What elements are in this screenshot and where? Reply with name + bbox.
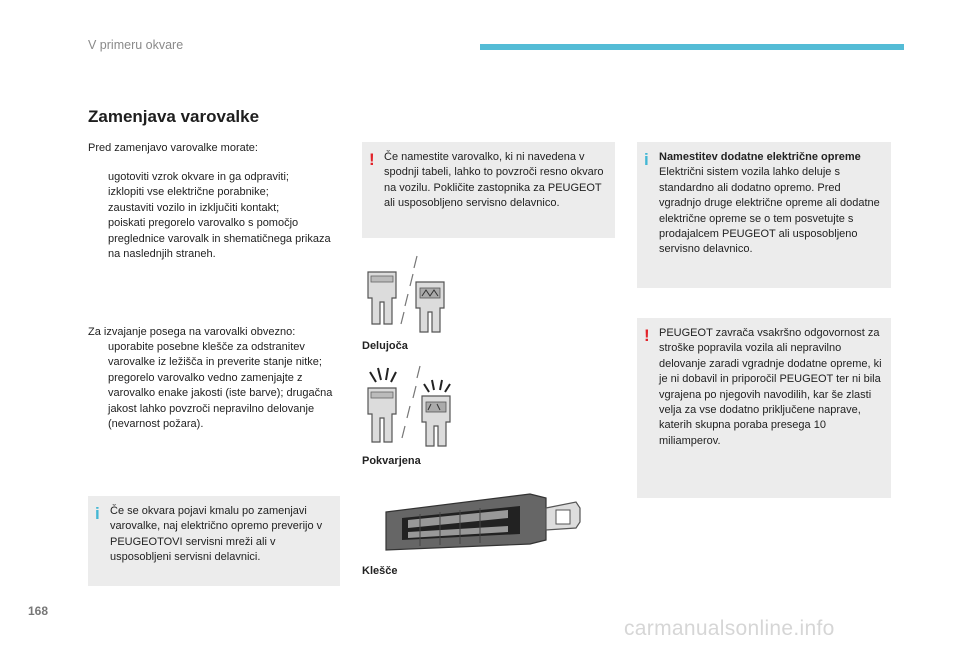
info-icon: i	[644, 150, 649, 169]
list-item: ugotoviti vzrok okvare in ga odpraviti;	[108, 171, 289, 183]
prerequisite-list	[88, 170, 340, 262]
warning-box-middle	[362, 142, 615, 238]
info-icon: i	[95, 504, 100, 523]
list-item: poiskati pregorelo varovalko s pomočjo preglednice varovalk in shematičnega prikaza na naslednjih straneh.	[108, 217, 331, 261]
mandatory-list	[88, 340, 340, 432]
caption-pliers: Klešče	[362, 565, 398, 577]
header-accent-bar	[480, 44, 904, 50]
caption-good-fuse: Delujoča	[362, 340, 408, 352]
page-number: 168	[28, 604, 49, 618]
intro-text: Pred zamenjavo varovalke morate:	[88, 142, 258, 154]
warning-icon: !	[369, 150, 375, 169]
page-title: Zamenjava varovalke	[88, 107, 260, 126]
intro2-text: Za izvajanje posega na varovalki obvezno:	[88, 326, 296, 338]
section-header: V primeru okvare	[88, 38, 184, 52]
info-box-text: Električni sistem vozila lahko deluje s standardno ali dodatno opremo. Pred vgradnjo druge električne opreme ali dodatne električne opreme se o tem posvetujte s prodajalcem PEUGEOT ali usposobljeno servisno delavnico.	[659, 166, 880, 256]
warning-box-text: Če namestite varovalko, ki ni navedena v spodnji tabeli, lahko to povzroči resno okvaro na vozilu. Pokličite zastopnika za PEUGEOT ali usposobljeno servisno delavnico.	[384, 151, 604, 210]
blown-fuse-illustration	[362, 362, 472, 452]
warning-box-right	[637, 318, 891, 498]
warning-box-text: PEUGEOT zavrača vsakršno odgovornost za stroške popravila vozila ali nepravilno delovanje zaradi vgradnje dodatne opreme, ki je ni dobavil in priporočil PEUGEOT ter ni bila vgrajena po njegovih navodilih, kar še zlasti velja za vse dodatno priključene naprave, katerih skupna poraba presega 10 miliamperov.	[659, 327, 882, 447]
list-item: uporabite posebne klešče za odstranitev varovalke iz ležišča in preverite stanje nitke;	[108, 341, 322, 369]
info-box-right	[637, 142, 891, 288]
info-box-content	[659, 150, 883, 258]
info-box-left	[88, 496, 340, 586]
list-item: pregorelo varovalko vedno zamenjajte z varovalko enake jakosti (iste barve); drugačna jakost lahko povzroči nepravilno delovanje (nevarnost požara).	[108, 371, 333, 431]
info-box-heading: Namestitev dodatne električne opreme	[659, 151, 861, 163]
pliers-illustration	[380, 488, 590, 560]
watermark: carmanualsonline.info	[624, 617, 835, 640]
caption-blown-fuse: Pokvarjena	[362, 455, 421, 467]
good-fuse-illustration	[362, 252, 472, 338]
info-box-text: Če se okvara pojavi kmalu po zamenjavi varovalke, naj električno opremo preverijo v PEUGEOTOVI servisni mreži ali v usposobljeni servisni delavnici.	[110, 505, 323, 564]
list-item: izklopiti vse električne porabnike;	[108, 186, 269, 199]
list-item: zaustaviti vozilo in izključiti kontakt;	[108, 201, 280, 214]
warning-icon: !	[644, 326, 650, 345]
